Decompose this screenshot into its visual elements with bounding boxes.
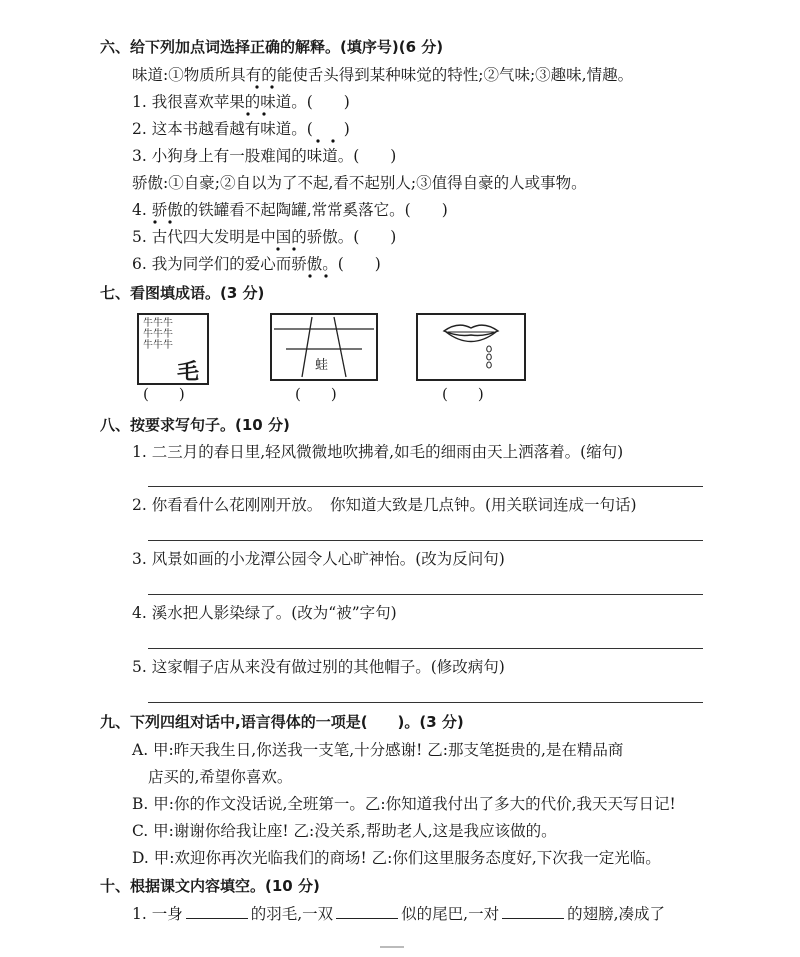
question-6: 6. 我为同学们的爱心而骄傲。( ) (132, 255, 381, 273)
sentence-task-1: 1. 二三月的春日里,轻风微微地吹拂着,如毛的细雨由天上洒落着。(缩句) (132, 443, 624, 461)
question-2: 2. 这本书越看越有味道。( ) (132, 120, 350, 138)
option-c: C. 甲:谢谢你给我让座! 乙:没关系,帮助老人,这是我应该做的。 (132, 822, 557, 840)
sentence-task-3: 3. 风景如画的小龙潭公园令人心旷神怡。(改为反问句) (132, 550, 505, 568)
fill-text: 1. 一身 (132, 905, 183, 923)
fill-blank[interactable] (336, 904, 398, 919)
section-6-title: 六、给下列加点词选择正确的解释。(填序号)(6 分) (100, 38, 444, 56)
answer-line-5[interactable] (148, 702, 703, 703)
section-7-title: 七、看图填成语。(3 分) (100, 284, 265, 302)
cow-row: 牛牛牛 (143, 340, 173, 351)
hair-character: 毛 (177, 360, 200, 385)
fill-text: 似的尾巴,一对 (401, 905, 500, 923)
question-1: 1. 我很喜欢苹果的味道。( ) (132, 93, 350, 111)
answer-line-4[interactable] (148, 648, 703, 649)
sentence-task-5: 5. 这家帽子店从来没有做过别的其他帽子。(修改病句) (132, 658, 505, 676)
cow-row: 牛牛牛 (143, 318, 173, 329)
section-10-title: 十、根据课文内容填空。(10 分) (100, 877, 320, 895)
fill-blank-1 (132, 903, 665, 925)
fill-blank[interactable] (502, 904, 564, 919)
definition-jiaoao: 骄傲:①自豪;②自以为了不起,看不起别人;③值得自豪的人或事物。 (132, 174, 587, 192)
fill-text: 的羽毛,一双 (250, 905, 334, 923)
question-3: 3. 小狗身上有一股难闻的味道。( ) (132, 147, 397, 165)
answer-line-3[interactable] (148, 594, 703, 595)
idiom-picture-3 (416, 313, 526, 381)
cow-grid (143, 318, 173, 351)
idiom-picture-1 (137, 313, 209, 385)
answer-line-2[interactable] (148, 540, 703, 541)
fill-text: 的翅膀,凑成了 (567, 905, 666, 923)
frog-character: 蛙 (315, 358, 329, 373)
page-edge-mark (380, 946, 404, 954)
section-8-title: 八、按要求写句子。(10 分) (100, 416, 290, 434)
option-a-continued: 店买的,希望你喜欢。 (148, 768, 293, 786)
cow-row: 牛牛牛 (143, 329, 173, 340)
option-b: B. 甲:你的作文没话说,全班第一。乙:你知道我付出了多大的代价,我天天写日记! (132, 795, 676, 813)
answer-blank-3[interactable]: ( ) (442, 385, 484, 403)
fill-blank[interactable] (186, 904, 248, 919)
section-9-title: 九、下列四组对话中,语言得体的一项是( )。(3 分) (100, 713, 464, 731)
sentence-task-4: 4. 溪水把人影染绿了。(改为“被”字句) (132, 604, 397, 622)
question-4: 4. 骄傲的铁罐看不起陶罐,常常奚落它。( ) (132, 201, 448, 219)
mouth-drool-drawing (418, 315, 524, 379)
idiom-picture-2 (270, 313, 378, 381)
option-d: D. 甲:欢迎你再次光临我们的商场! 乙:你们这里服务态度好,下次我一定光临。 (132, 849, 661, 867)
sentence-task-2: 2. 你看看什么花刚刚开放。 你知道大致是几点钟。(用关联词连成一句话) (132, 496, 637, 514)
definition-weidao: 味道:①物质所具有的能使舌头得到某种味觉的特性;②气味;③趣味,情趣。 (132, 66, 634, 84)
answer-blank-1[interactable]: ( ) (143, 385, 185, 403)
option-a: A. 甲:昨天我生日,你送我一支笔,十分感谢! 乙:那支笔挺贵的,是在精品商 (132, 741, 624, 759)
answer-line-1[interactable] (148, 486, 703, 487)
answer-blank-2[interactable]: ( ) (295, 385, 337, 403)
question-5: 5. 古代四大发明是中国的骄傲。( ) (132, 228, 397, 246)
